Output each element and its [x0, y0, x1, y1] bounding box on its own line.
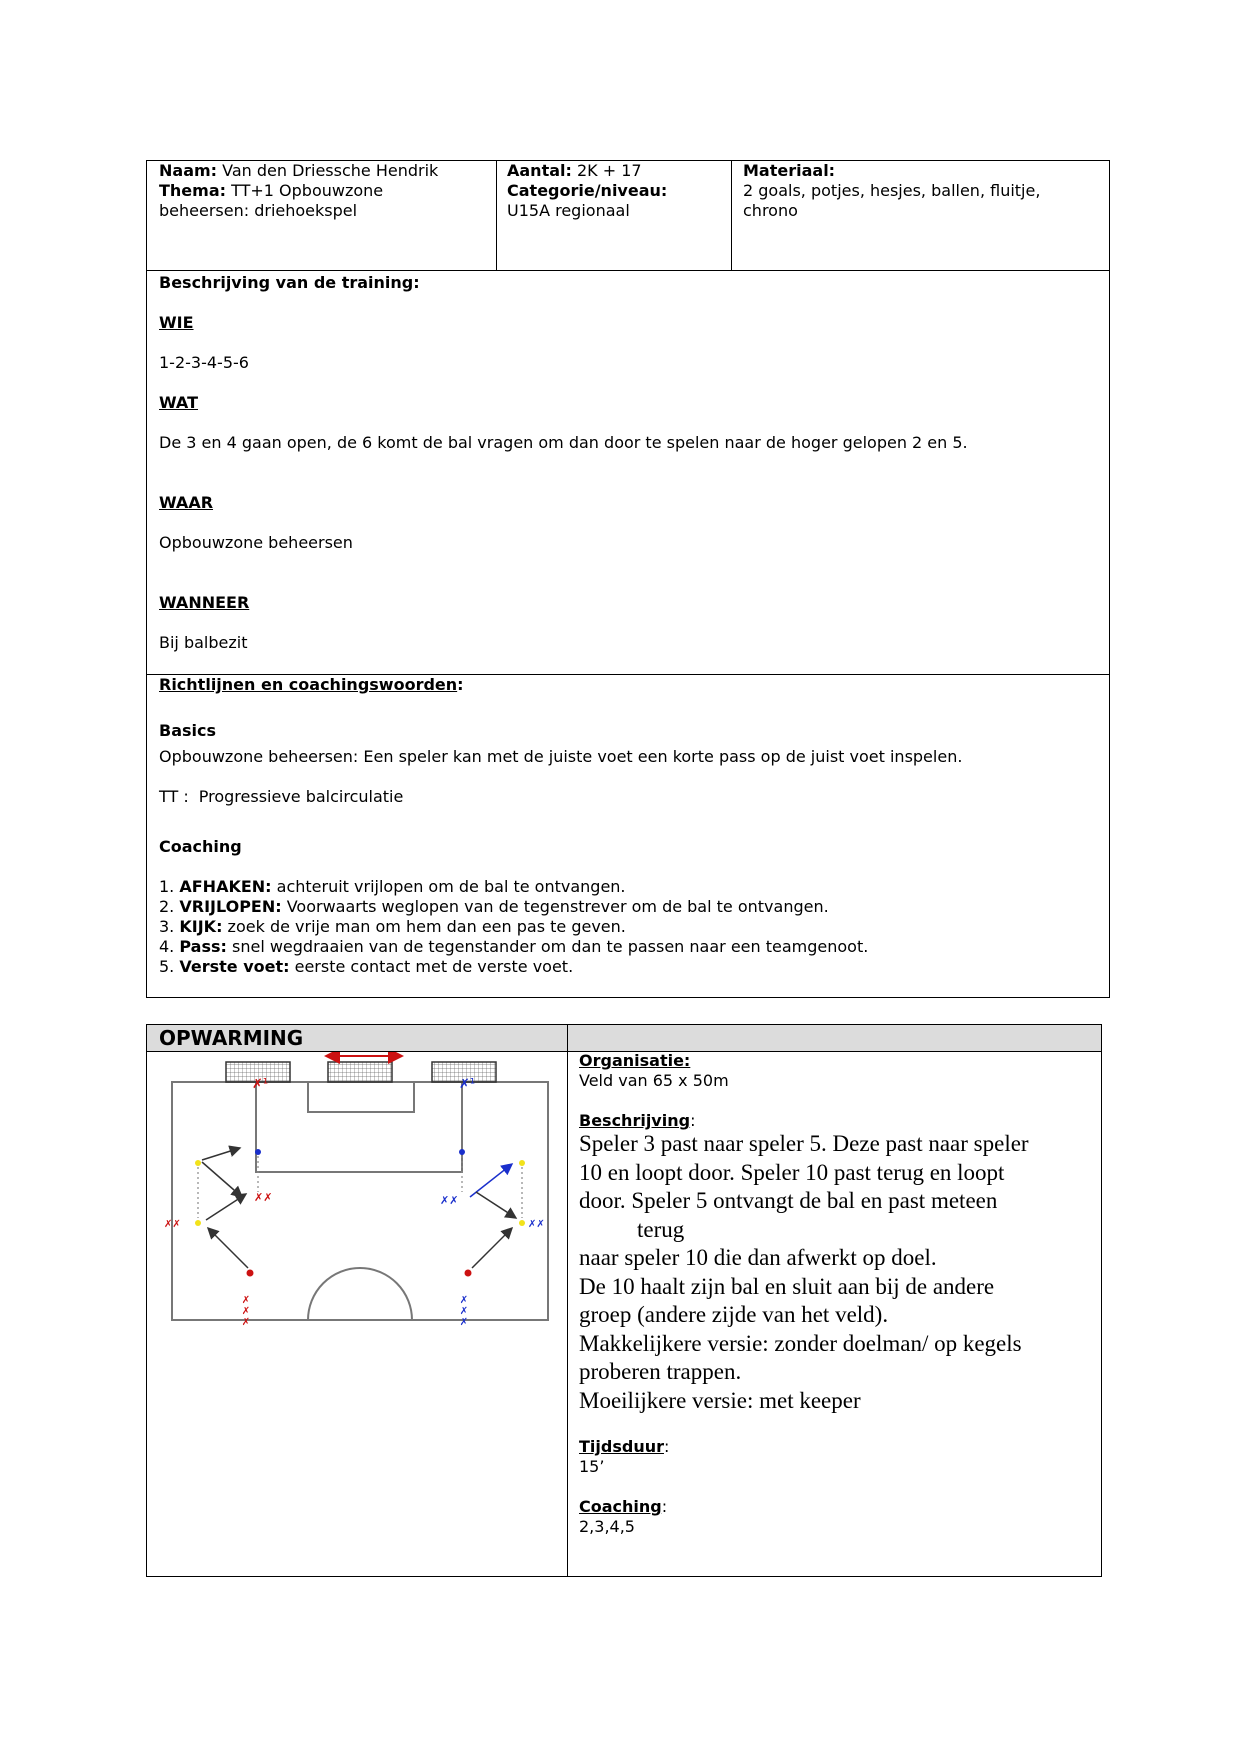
coaching-heading: Coaching: [579, 1497, 668, 1516]
wie-label: WIE [159, 313, 194, 332]
wanneer-label: WANNEER [159, 593, 250, 612]
cone-icon [247, 1270, 254, 1277]
tt-label: TT : [159, 787, 189, 806]
cone-icon [255, 1149, 261, 1155]
materiaal-line-1: 2 goals, potjes, hesjes, ballen, fluitje, [743, 181, 1041, 200]
materiaal-line-2: chrono [743, 201, 798, 220]
pass-arrow [206, 1194, 246, 1220]
categorie-value: U15A regionaal [507, 201, 630, 220]
beschrijving-text: Speler 3 past naar speler 5. Deze past naar speler 10 en loopt door. Speler 10 past terug en loopt door. Speler 5 ontvangt de bal en past meteen terug naar speler 10 die dan afwerkt op doel. De 10 haalt zijn bal en sluit aan bij de andere groep (andere zijde van het veld). Makkelijkere versie: zonder doelman/ op kegels proberen trappen. Moeilijkere versie: met keeper [579, 1131, 1029, 1413]
materiaal-label: Materiaal: [743, 161, 836, 180]
player-group-red-icon: ✗✗✗ [240, 1295, 252, 1328]
wie-text: 1-2-3-4-5-6 [159, 353, 249, 372]
basics-text: Opbouwzone beheersen: Een speler kan met de juiste voet een korte pass op de juist voet inspelen. [159, 747, 963, 766]
cone-icon [519, 1220, 525, 1226]
penalty-area [256, 1082, 462, 1172]
naam-value: Van den Driessche Hendrik [217, 161, 439, 180]
cone-icon [195, 1160, 201, 1166]
aantal-label: Aantal: [507, 161, 572, 180]
guidelines-title-text: Richtlijnen en coachingswoorden [159, 675, 458, 694]
guidelines-title-suffix: : [457, 675, 464, 694]
waar-text: Opbouwzone beheersen [159, 533, 353, 552]
thema-value-2: beheersen: driehoekspel [159, 201, 358, 220]
pass-arrow [202, 1162, 242, 1197]
aantal-value: 2K + 17 [571, 161, 642, 180]
coaching-point: 4. Pass: snel wegdraaien van de tegenstander om dan te passen naar een teamgenoot. [159, 937, 869, 956]
coaching-text: 2,3,4,5 [579, 1517, 635, 1536]
pass-arrow [202, 1148, 240, 1160]
player-red-icon: ✗✗ [164, 1219, 181, 1230]
basics-label: Basics [159, 721, 217, 740]
waar-label: WAAR [159, 493, 214, 512]
description-title: Beschrijving van de training: [159, 273, 420, 292]
tt-line [159, 787, 403, 807]
field-outline [172, 1082, 548, 1320]
tijdsduur-heading: Tijdsduur: [579, 1437, 670, 1456]
organisatie-label: Organisatie: [579, 1051, 691, 1070]
pass-arrow [476, 1192, 516, 1218]
wat-label: WAT [159, 393, 198, 412]
coaching-point: 3. KIJK: zoek de vrije man om hem dan een pas te geven. [159, 917, 626, 936]
tijdsduur-text: 15’ [579, 1457, 605, 1476]
player-blue-icon: ✗✗ [440, 1194, 459, 1207]
wat-text: De 3 en 4 gaan open, de 6 komt de bal vragen om dan door te spelen naar de hoger gelopen 2 en 5. [159, 433, 968, 452]
field-diagram [150, 1052, 560, 1352]
coaching-list [159, 877, 868, 977]
coaching-point: 1. AFHAKEN: achteruit vrijlopen om de bal te ontvangen. [159, 877, 626, 896]
center-circle [308, 1268, 412, 1320]
keeper-red-icon: ✗¹ [252, 1077, 269, 1092]
naam-label: Naam: [159, 161, 218, 180]
cone-icon [459, 1149, 465, 1155]
cone-icon [519, 1160, 525, 1166]
cone-icon [195, 1220, 201, 1226]
guidelines-title [159, 675, 464, 695]
organisatie-text: Veld van 65 x 50m [579, 1071, 729, 1090]
cone-icon [465, 1270, 472, 1277]
exercise-title: OPWARMING [159, 1026, 304, 1050]
coaching-point: 5. Verste voet: eerste contact met de verste voet. [159, 957, 574, 976]
pass-arrow [472, 1228, 512, 1268]
aantal-cell [507, 161, 727, 221]
materiaal-cell [743, 161, 1103, 221]
goal-area [308, 1082, 414, 1112]
naam-cell [159, 161, 489, 221]
thema-value: TT+1 Opbouwzone [226, 181, 384, 200]
pass-arrow [208, 1228, 248, 1268]
player-group-blue-icon: ✗✗✗ [458, 1295, 470, 1328]
wanneer-text: Bij balbezit [159, 633, 248, 652]
tt-text: Progressieve balcirculatie [198, 787, 404, 806]
thema-label: Thema: [159, 181, 227, 200]
player-red-icon: ✗✗ [254, 1191, 273, 1204]
coaching-point: 2. VRIJLOPEN: Voorwaarts weglopen van de tegenstrever om de bal te ontvangen. [159, 897, 829, 916]
beschrijving-heading: Beschrijving: [579, 1111, 696, 1130]
categorie-label: Categorie/niveau: [507, 181, 668, 200]
goal-center-icon [328, 1062, 392, 1082]
player-blue-icon: ✗✗ [528, 1219, 545, 1230]
coaching-label: Coaching [159, 837, 242, 856]
keeper-blue-icon: ✗¹ [459, 1077, 476, 1092]
